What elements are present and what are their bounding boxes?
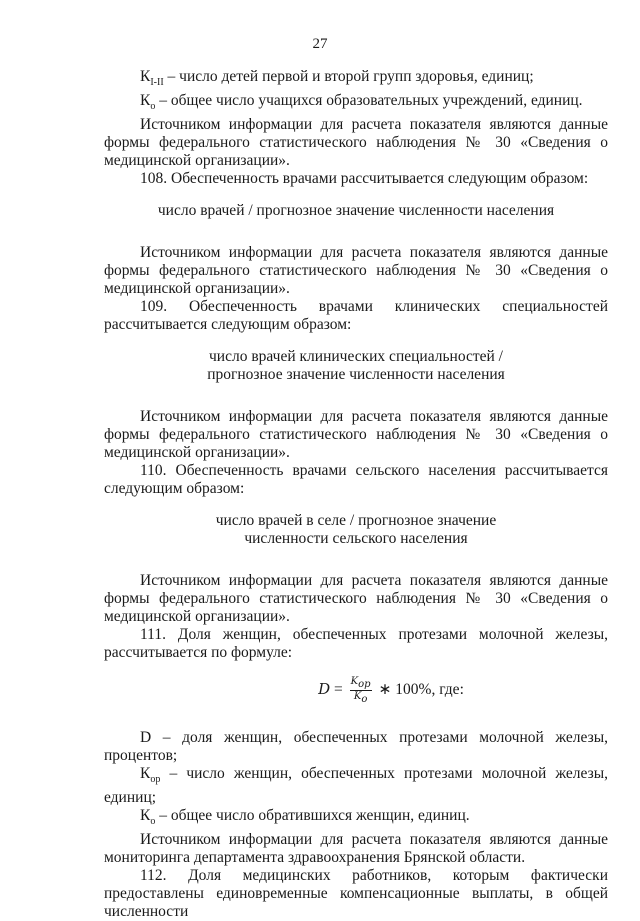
page-body [104, 68, 608, 921]
page-number: 27 [312, 36, 328, 52]
definition-ko-women: $К_о$ – общее число обратившихся женщин, единиц. [140, 807, 470, 828]
source-paragraph-4: Источником информации для расчета показателя являются данные формы федерального статистического наблюдения № 30 «Сведения о медицинской организации». [104, 572, 608, 626]
item-109: 109. Обеспеченность врачами клинических специальностей рассчитывается следующим образом: [104, 298, 608, 334]
source-paragraph-1: Источником информации для расчета показателя являются данные формы федерального статистического наблюдения № 30 «Сведения о медицинской организации». [104, 116, 608, 170]
item-110: 110. Обеспеченность врачами сельского населения рассчитывается следующим образом: [104, 462, 608, 498]
formula-111-fraction: $\frac{K_{ор}}{K_о}$ [350, 676, 371, 706]
source-paragraph-3: Источником информации для расчета показателя являются данные формы федерального статистического наблюдения № 30 «Сведения о медицинской организации». [104, 408, 608, 462]
source-paragraph-2: Источником информации для расчета показателя являются данные формы федерального статистического наблюдения № 30 «Сведения о медицинской организации». [104, 244, 608, 298]
formula-108: число врачей / прогнозное значение численности населения [157, 202, 555, 220]
source-paragraph-5: Источником информации для расчета показателя являются данные мониторинга департамента здравоохранения Брянской области. [104, 831, 608, 867]
formula-111: D = $\frac{K_{ор}}{K_о}$ ∗ 100%, где: [318, 676, 464, 706]
formula-109-line-1: число врачей клинических специальностей / [209, 348, 503, 366]
definition-ko: $К_о$ – общее число учащихся образовательных учреждений, единиц. [140, 92, 583, 113]
item-108: 108. Обеспеченность врачами рассчитывается следующим образом: [140, 170, 589, 188]
item-112: 112. Доля медицинских работников, которым фактически предоставлены единовременные компенсационные выплаты, в общей численности [104, 867, 608, 921]
definition-k-i-ii: $К_{I-II}$ – число детей первой и второй групп здоровья, единиц; [140, 68, 534, 89]
item-111: 111. Доля женщин, обеспеченных протезами молочной железы, рассчитывается по формуле: [104, 626, 608, 662]
definition-d: D – доля женщин, обеспеченных протезами молочной железы, процентов; [104, 729, 608, 765]
formula-110-line-1: число врачей в селе / прогнозное значение [215, 512, 497, 530]
definition-kop: $К_{ор}$ – число женщин, обеспеченных протезами молочной железы, единиц; [104, 765, 608, 807]
formula-109-line-2: прогнозное значение численности населения [207, 366, 505, 384]
formula-110-line-2: численности сельского населения [244, 530, 468, 548]
